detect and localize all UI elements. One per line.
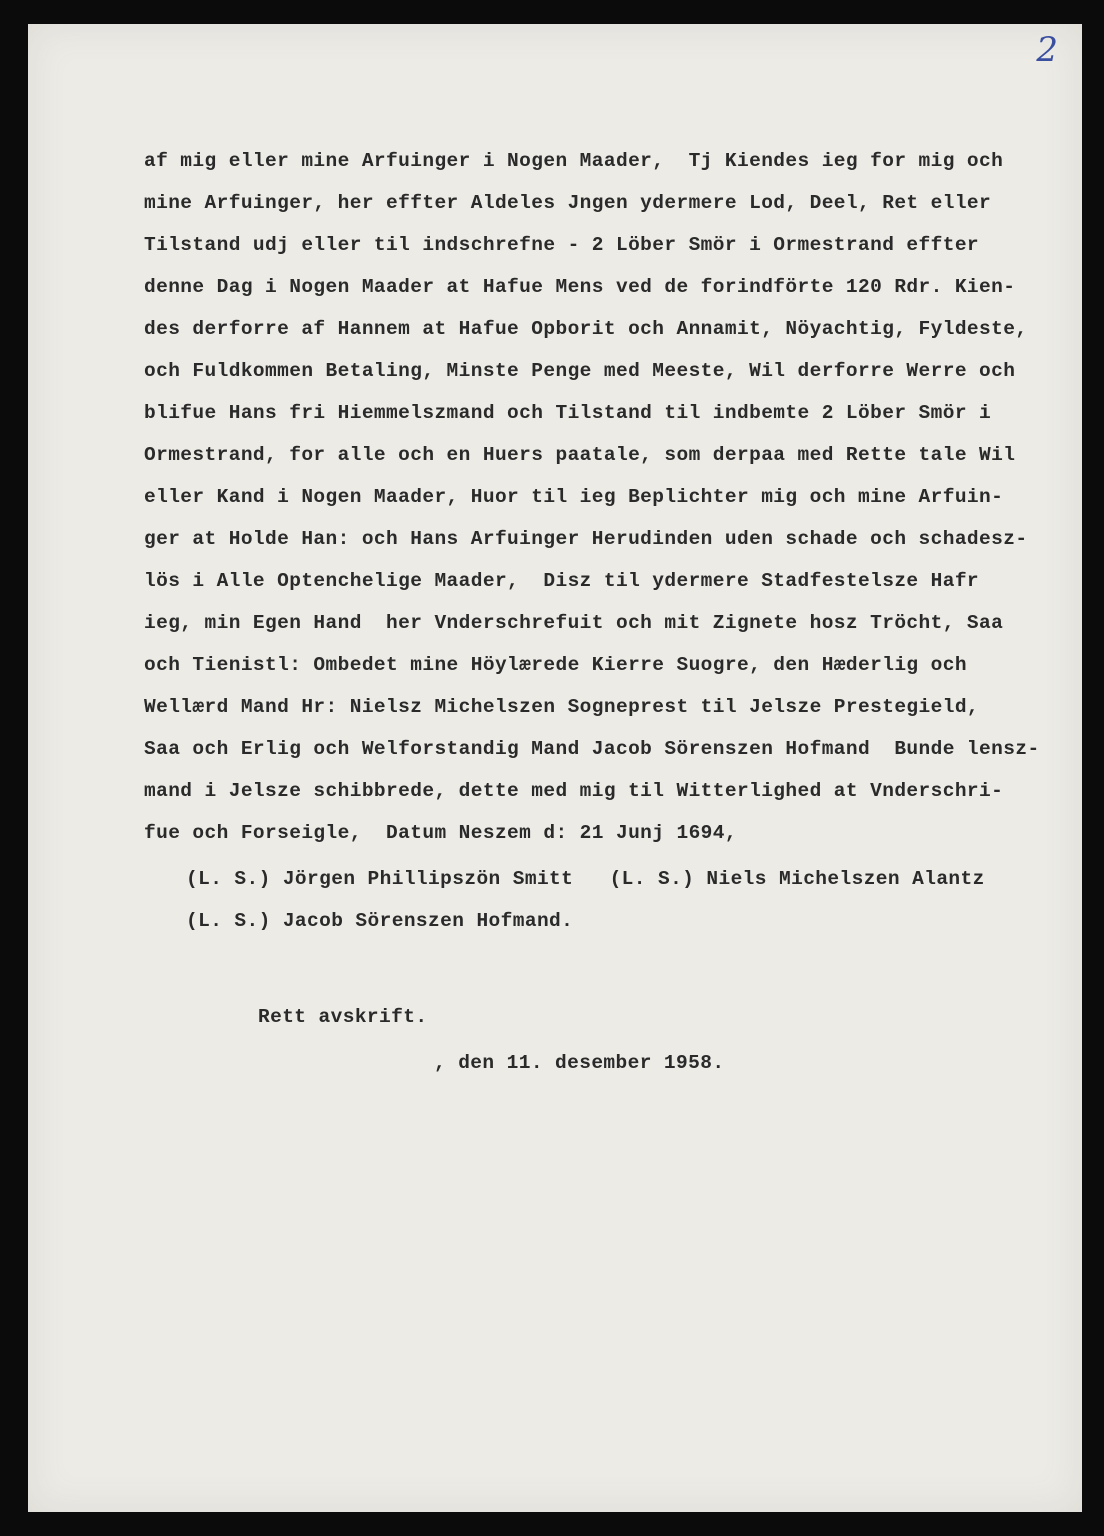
body-line: lös i Alle Optenchelige Maader, Disz til ydermere Stadfestelsze Hafr xyxy=(144,570,980,592)
body-line: och Tienistl: Ombedet mine Höylærede Kierre Suogre, den Hæderlig och xyxy=(144,654,967,676)
body-line: ieg, min Egen Hand her Vnderschrefuit och mit Zignete hosz Tröcht, Saa xyxy=(144,612,1004,634)
body-line: denne Dag i Nogen Maader at Hafue Mens ved de forindförte 120 Rdr. Kien- xyxy=(144,276,1016,298)
signature-block xyxy=(186,858,985,942)
body-line: des derforre af Hannem at Hafue Opborit och Annamit, Nöyachtig, Fyldeste, xyxy=(144,318,1028,340)
body-line: ger at Holde Han: och Hans Arfuinger Herudinden uden schade och schadesz- xyxy=(144,528,1028,550)
document-page xyxy=(28,24,1082,1512)
body-line: af mig eller mine Arfuinger i Nogen Maader, Tj Kiendes ieg for mig och xyxy=(144,150,1004,172)
body-line: Saa och Erlig och Welforstandig Mand Jacob Sörenszen Hofmand Bunde lensz- xyxy=(144,738,1040,760)
body-line: Wellærd Mand Hr: Nielsz Michelszen Sogneprest til Jelsze Prestegield, xyxy=(144,696,980,718)
signature-line: (L. S.) Jacob Sörenszen Hofmand. xyxy=(186,910,574,932)
body-line: blifue Hans fri Hiemmelszmand och Tilstand til indbemte 2 Löber Smör i xyxy=(144,402,992,424)
body-line: Ormestrand, for alle och en Huers paatale, som derpaa med Rette tale Wil xyxy=(144,444,1016,466)
body-line: mand i Jelsze schibbrede, dette med mig til Witterlighed at Vnderschri- xyxy=(144,780,1004,802)
body-line: mine Arfuinger, her effter Aldeles Jngen ydermere Lod, Deel, Ret eller xyxy=(144,192,992,214)
body-line: Tilstand udj eller til indschrefne - 2 Löber Smör i Ormestrand effter xyxy=(144,234,980,256)
page-number: 2 xyxy=(1036,30,1058,70)
certification-text: Rett avskrift. xyxy=(258,1006,428,1028)
body-line: fue och Forseigle, Datum Neszem d: 21 Junj 1694, xyxy=(144,822,737,844)
signature-line: (L. S.) Jörgen Phillipszön Smitt (L. S.) Niels Michelszen Alantz xyxy=(186,868,985,890)
date-line: , den 11. desember 1958. xyxy=(434,1052,725,1074)
body-line: och Fuldkommen Betaling, Minste Penge med Meeste, Wil derforre Werre och xyxy=(144,360,1016,382)
body-line: eller Kand i Nogen Maader, Huor til ieg Beplichter mig och mine Arfuin- xyxy=(144,486,1004,508)
body-text xyxy=(144,140,1074,854)
